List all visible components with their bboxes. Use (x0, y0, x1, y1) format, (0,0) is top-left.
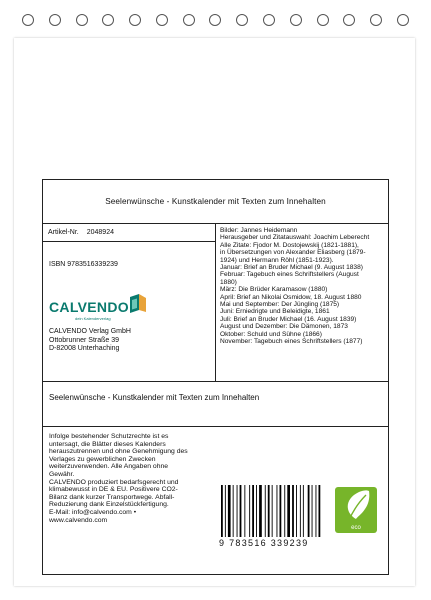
address-line: D-82008 Unterhaching (49, 345, 120, 352)
binding-hole (22, 14, 34, 26)
barcode-bar (237, 485, 238, 537)
barcode-bar (312, 485, 313, 537)
notice-line: E-Mail: info@calvendo.com • (49, 508, 137, 516)
credit-line: Juni: Erniedrigte und Beleidigte, 1861 (220, 308, 330, 316)
notice-line: klimabewusst in DE & EU. Positivere CO2- (49, 486, 178, 494)
title-bottom: Seelenwünsche - Kunstkalender mit Texten zum Innehalten (49, 393, 260, 402)
isbn-text: ISBN 9783516339239 (49, 261, 118, 268)
article-value: 2048924 (86, 229, 114, 236)
notice-line: www.calvendo.com (49, 516, 108, 524)
address-line: Ottobrunner Straße 39 (49, 336, 120, 344)
calvendo-logo (49, 294, 209, 324)
binding-hole (343, 14, 355, 26)
leaf-icon (335, 487, 377, 523)
notice-line: CALVENDO produziert bedarfsgerecht und (49, 478, 179, 486)
notice-line: Infolge bestehender Schutzrechte ist es (49, 433, 169, 440)
barcode-bars (219, 485, 323, 537)
binding-hole (236, 14, 248, 26)
logo-tagline: dein Kalenderverlag (75, 316, 111, 321)
barcode-bar (272, 485, 273, 537)
credit-line: Bilder: Jannes Heidemann (220, 227, 298, 234)
notice-line: herauszutrennen und ohne Genehmigung des (49, 448, 188, 456)
binding-hole (102, 14, 114, 26)
publisher-column (43, 224, 216, 381)
notice-line: Gewähr. (49, 470, 75, 478)
credit-line: in Übersetzungen von Alexander Eliasberg (1879- (220, 249, 366, 257)
credit-line: März: Die Brüder Karamasow (1880) (220, 286, 328, 294)
barcode-bar (252, 485, 254, 537)
barcode-bar (225, 485, 226, 537)
notice-line: weiterzuverwenden. Alle Angaben ohne (49, 463, 169, 471)
eco-label: eco (351, 525, 361, 531)
credit-line: Mai und September: Der Jüngling (1875) (220, 301, 340, 309)
binding-hole (129, 14, 141, 26)
credit-line: 1924) und Hermann Röhl (1851-1923). (220, 256, 334, 264)
barcode-bar (319, 485, 321, 537)
barcode-bar (284, 485, 285, 537)
binding-hole (317, 14, 329, 26)
credit-line: April: Brief an Nikolai Osmidow, 18. August 1880 (220, 293, 362, 301)
binding-hole (49, 14, 61, 26)
publisher-address (49, 328, 131, 354)
credit-line: August und Dezember: Die Dämonen, 1873 (220, 323, 348, 331)
credit-line: Januar: Brief an Bruder Michael (9. August 1838) (220, 264, 363, 272)
binding-hole (290, 14, 302, 26)
barcode-bar (240, 485, 242, 537)
barcode-bar (292, 485, 294, 537)
credits-column (216, 224, 388, 381)
credit-line: Herausgeber und Zitatauswahl: Joachim Leberecht (220, 234, 370, 242)
credit-line: Oktober: Schuld und Sühne (1866) (220, 330, 322, 338)
credit-line: Juli: Brief an Bruder Michael (16. August 1839) (220, 315, 357, 323)
barcode-bar (268, 485, 270, 537)
credit-line: Alle Zitate: Fjodor M. Dostojewskij (1821-1881), (220, 241, 359, 249)
notice-line: Verlages zu gewerblichen Zwecken (49, 455, 156, 463)
barcode-bar (277, 485, 278, 537)
barcode-bar (300, 485, 301, 537)
credit-line: Februar: Tagebuch eines Schriftstellers (August (220, 271, 359, 279)
barcode-bar (296, 485, 297, 537)
binding-hole (209, 14, 221, 26)
title-top: Seelenwünsche - Kunstkalender mit Texten zum Innehalten (43, 180, 388, 224)
barcode-bar (244, 485, 245, 537)
title-bottom-row (43, 381, 388, 427)
barcode-bar (249, 485, 250, 537)
barcode-bar (303, 485, 304, 537)
credit-line: November: Tagebuch eines Schriftstellers (1877) (220, 338, 363, 346)
barcode-bar (287, 485, 290, 537)
credit-line: 1880) (220, 278, 237, 286)
info-card (42, 179, 389, 575)
barcode (219, 485, 323, 551)
notice-line: Bilanz dank kurzer Transportwege. Abfall- (49, 493, 175, 501)
barcode-bar (256, 485, 257, 537)
barcode-bar (259, 485, 262, 537)
notice-line: untersagt, die Blätter dieses Kalenders (49, 440, 166, 448)
barcode-number: 9 783516 339239 (219, 538, 309, 548)
binding-hole (370, 14, 382, 26)
calvendo-mark-icon (129, 294, 147, 314)
legal-notice (49, 433, 209, 524)
barcode-bar (233, 485, 234, 537)
logo-name: CALVENDO (49, 299, 129, 315)
binding-hole (263, 14, 275, 26)
binding-hole (76, 14, 88, 26)
notice-line: Reduzierung dank Einzelstückfertigung. (49, 501, 169, 509)
binding-hole (156, 14, 168, 26)
barcode-bar (228, 485, 231, 537)
article-number-row (43, 224, 216, 242)
article-label: Artikel-Nr. (48, 229, 79, 236)
eco-badge (335, 487, 377, 533)
binding-hole (397, 14, 409, 26)
address-line: CALVENDO Verlag GmbH (49, 328, 131, 335)
barcode-bar (308, 485, 310, 537)
barcode-bar (280, 485, 282, 537)
binding-holes (22, 14, 409, 26)
barcode-bar (221, 485, 223, 537)
barcode-bar (316, 485, 317, 537)
barcode-bar (265, 485, 266, 537)
binding-hole (183, 14, 195, 26)
